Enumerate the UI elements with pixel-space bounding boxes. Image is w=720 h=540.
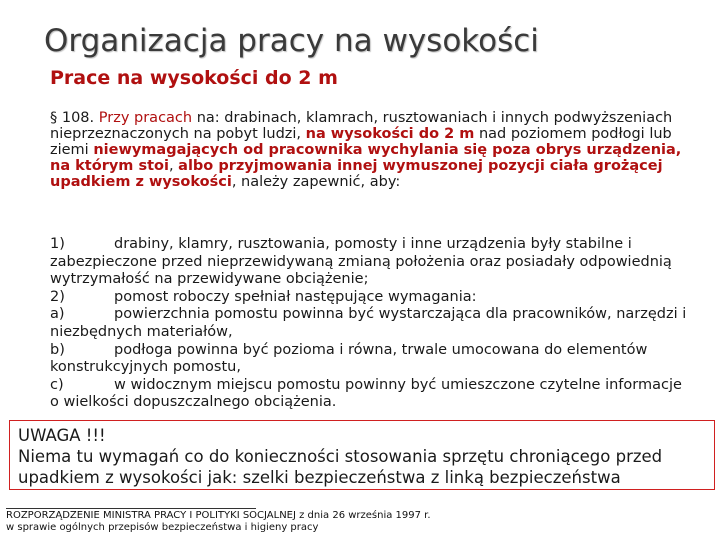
list-item	[50, 342, 690, 377]
list-item-number: 2)	[50, 288, 65, 305]
footer-regulation: ROZPORZĄDZENIE MINISTRA PRACY I POLITYKI SOCJALNEJ z dnia 26 września 1997 r.	[6, 510, 431, 521]
paragraph-text: , należy zapewnić, aby:	[231, 174, 401, 190]
paragraph-number: § 108.	[50, 110, 99, 126]
list-item-text: powierzchnia pomostu powinna być wystarczająca dla pracowników, narzędzi i niezbędnych materiałów,	[50, 306, 687, 340]
highlight-height: na wysokości do 2 m	[305, 126, 475, 142]
source-footer	[6, 510, 431, 534]
list-item-text: drabiny, klamry, rusztowania, pomosty i inne urządzenia były stabilne i zabezpieczone przed nieprzewidywaną zmianą położenia oraz posiadały odpowiednią wytrzymałość na przewidywane obciążenie;	[50, 236, 672, 288]
list-item-number: c)	[50, 376, 64, 393]
slide-subtitle: Prace na wysokości do 2 m	[50, 67, 338, 89]
slide-title: Organizacja pracy na wysokości	[44, 23, 539, 59]
footer-divider	[6, 508, 256, 509]
paragraph-text: na: drabinach, klamrach, rusztowaniach i innych podwyższeniach nieprzeznaczonych na pobyt ludzi,	[50, 110, 673, 142]
highlight-posture: albo przyjmowania innej wymuszonej pozycji ciała grożącej upadkiem z wysokości	[50, 158, 663, 190]
highlight-no-leaning: niewymagających od pracownika wychylania się poza obrys urządzenia, na którym stoi	[50, 142, 682, 174]
list-item-text: w widocznym miejscu pomostu powinny być umieszczone czytelne informacje o wielkości dopuszczalnego obciążenia.	[50, 376, 682, 411]
footer-regulation-subject: w sprawie ogólnych przepisów bezpieczeństwa i higieny pracy	[6, 522, 319, 533]
list-item	[50, 377, 690, 412]
list-item	[50, 306, 690, 341]
warning-heading: UWAGA !!!	[18, 426, 106, 445]
highlight-work: Przy pracach	[98, 110, 193, 126]
paragraph-text: nad poziomem podłogi lub ziemi	[50, 126, 672, 158]
regulation-paragraph	[50, 110, 690, 190]
list-item-text: pomost roboczy spełniał następujące wymagania:	[114, 288, 477, 305]
list-item	[50, 289, 690, 307]
paragraph-text: ,	[168, 158, 179, 174]
requirements-list	[50, 236, 690, 412]
list-item-number: 1)	[50, 236, 65, 252]
warning-text: Niema tu wymagań co do konieczności stosowania sprzętu chroniącego przed upadkiem z wysokości jak: szelki bezpieczeństwa z linką bezpieczeństwa	[18, 447, 663, 487]
list-item-number: a)	[50, 306, 65, 323]
list-item-number: b)	[50, 341, 65, 358]
list-item	[50, 236, 690, 289]
warning-box	[9, 420, 715, 490]
list-item-text: podłoga powinna być pozioma i równa, trwale umocowana do elementów konstrukcyjnych pomostu,	[50, 341, 648, 376]
